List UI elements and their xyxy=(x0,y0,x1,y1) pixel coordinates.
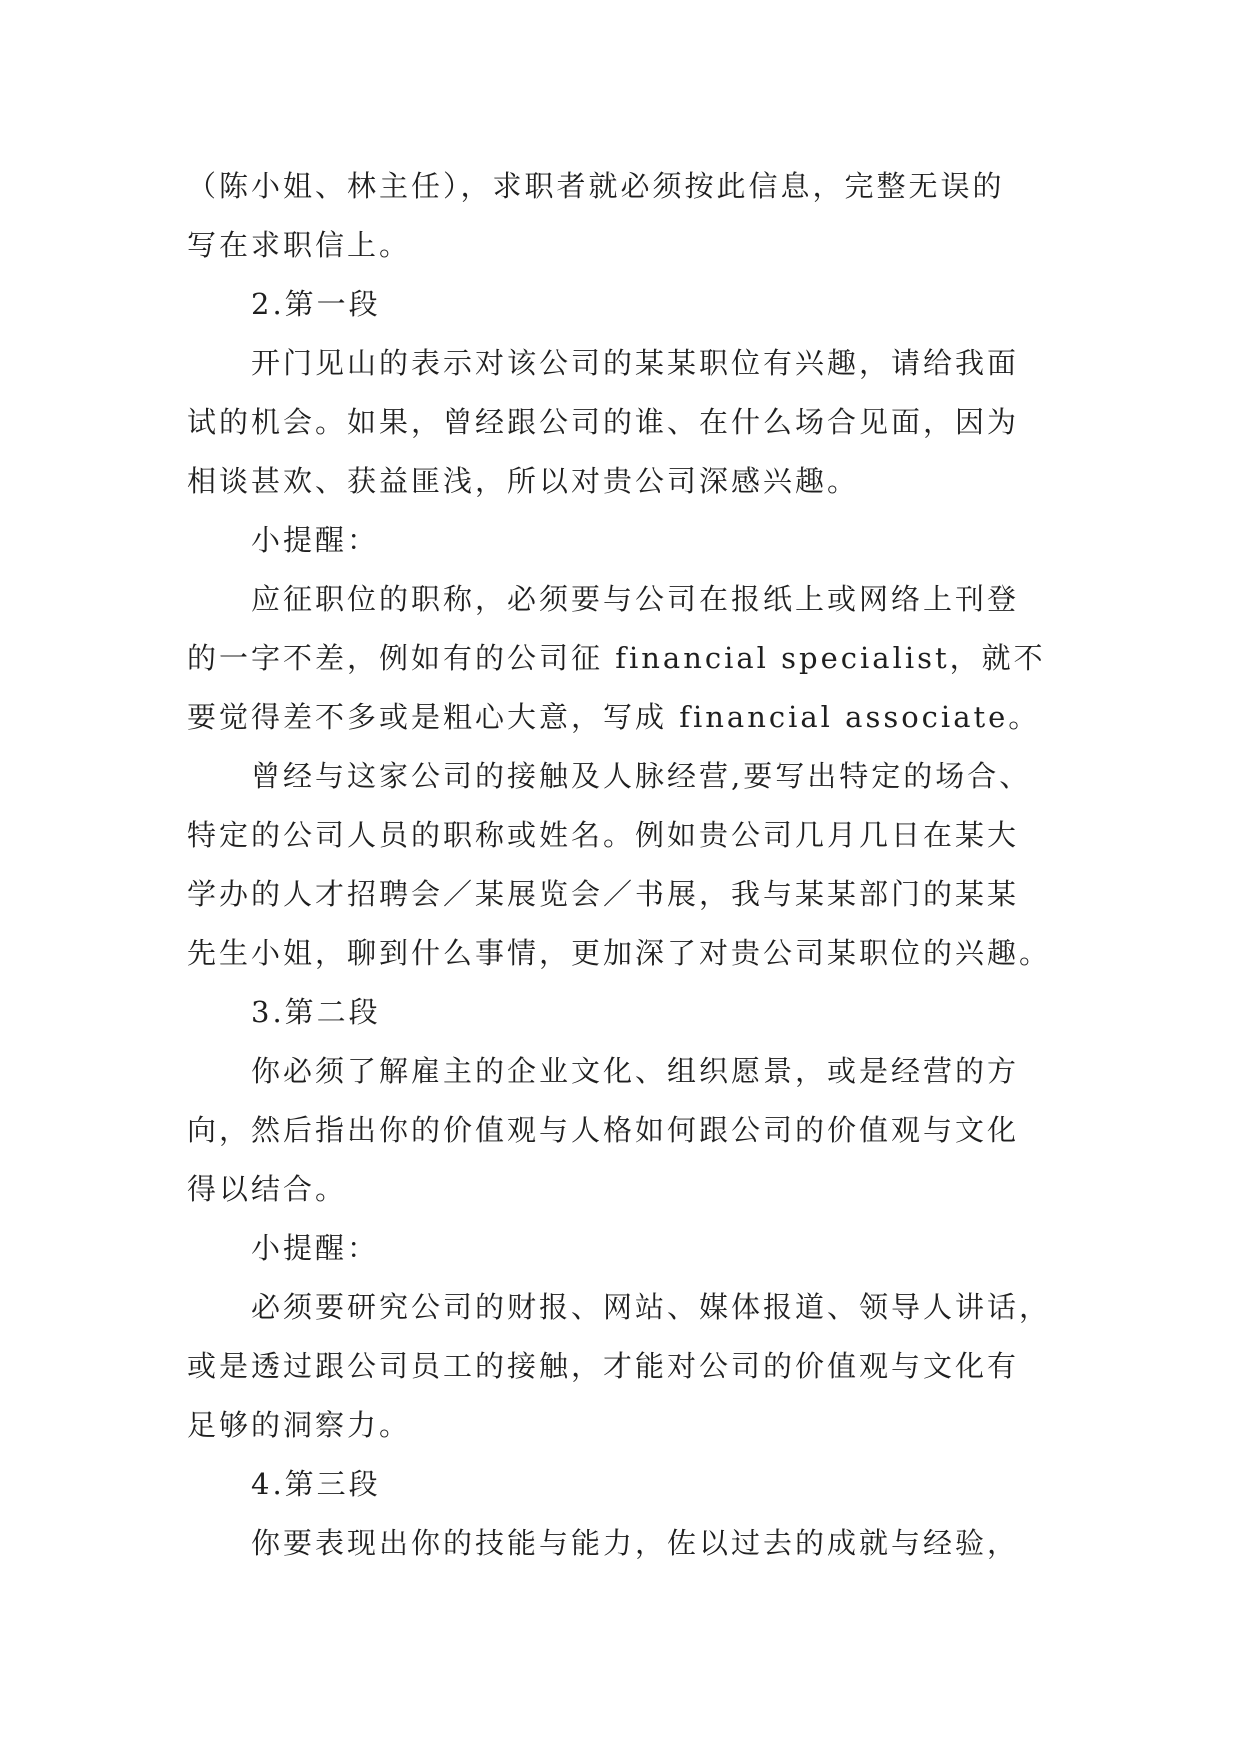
text-line: 必须要研究公司的财报、网站、媒体报道、领导人讲话， xyxy=(251,1290,1052,1324)
text-line: 向，然后指出你的价值观与人格如何跟公司的价值观与文化 xyxy=(187,1113,1020,1147)
text-line: 3.第二段 xyxy=(251,995,381,1029)
document-body xyxy=(187,157,1057,1573)
text-line: 你要表现出你的技能与能力，佐以过去的成就与经验， xyxy=(251,1526,1020,1560)
paragraph xyxy=(187,511,1057,570)
text-line: 你必须了解雇主的企业文化、组织愿景，或是经营的方 xyxy=(251,1054,1020,1088)
paragraph xyxy=(187,1278,1057,1455)
paragraph xyxy=(187,1514,1057,1573)
paragraph xyxy=(187,1219,1057,1278)
paragraph xyxy=(187,983,1057,1042)
text-line: 4.第三段 xyxy=(251,1467,381,1501)
text-line: 要觉得差不多或是粗心大意，写成 financial associate。 xyxy=(187,700,1041,734)
text-line: 试的机会。如果，曾经跟公司的谁、在什么场合见面，因为 xyxy=(187,405,1020,439)
text-line: 特定的公司人员的职称或姓名。例如贵公司几月几日在某大 xyxy=(187,818,1020,852)
text-line: 先生小姐，聊到什么事情，更加深了对贵公司某职位的兴趣。 xyxy=(187,936,1052,970)
paragraph xyxy=(187,570,1057,747)
text-line: 小提醒： xyxy=(251,1231,380,1265)
text-line: 写在求职信上。 xyxy=(187,228,412,262)
text-line: 得以结合。 xyxy=(187,1172,348,1206)
paragraph xyxy=(187,275,1057,334)
text-line: 相谈甚欢、获益匪浅，所以对贵公司深感兴趣。 xyxy=(187,464,860,498)
paragraph xyxy=(187,1455,1057,1514)
paragraph xyxy=(187,1042,1057,1219)
text-line: 开门见山的表示对该公司的某某职位有兴趣，请给我面 xyxy=(251,346,1020,380)
text-line: 2.第一段 xyxy=(251,287,381,321)
paragraph xyxy=(187,747,1057,983)
text-line: 足够的洞察力。 xyxy=(187,1408,412,1442)
text-line: 或是透过跟公司员工的接触，才能对公司的价值观与文化有 xyxy=(187,1349,1020,1383)
text-line: 学办的人才招聘会／某展览会／书展，我与某某部门的某某 xyxy=(187,877,1020,911)
text-line: 曾经与这家公司的接触及人脉经营,要写出特定的场合、 xyxy=(251,759,1032,793)
text-line: 小提醒： xyxy=(251,523,380,557)
paragraph xyxy=(187,157,1057,275)
text-line: 应征职位的职称，必须要与公司在报纸上或网络上刊登 xyxy=(251,582,1020,616)
text-line: （陈小姐、林主任），求职者就必须按此信息，完整无误的 xyxy=(187,169,1005,203)
paragraph xyxy=(187,334,1057,511)
text-line: 的一字不差，例如有的公司征 financial specialist，就不 xyxy=(187,641,1046,675)
